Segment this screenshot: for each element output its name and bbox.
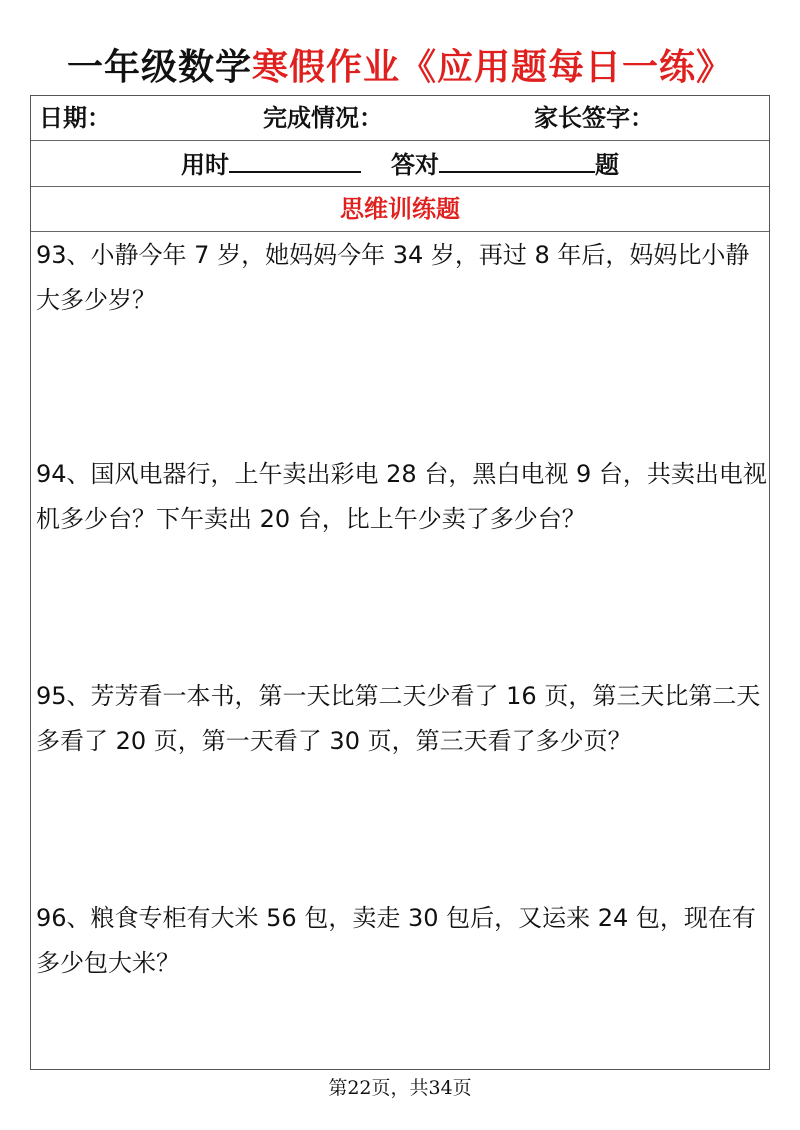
questions-suffix: 题: [595, 151, 619, 179]
time-row: [31, 141, 769, 187]
section-row: [31, 187, 769, 232]
date-label: 日期：: [39, 104, 111, 132]
title-black-part: 一年级数学: [66, 47, 252, 88]
section-title: 思维训练题: [340, 195, 460, 223]
question-95: 95、芳芳看一本书，第一天比第二天少看了 16 页，第三天比第二天多看了 20 页，第一天看了 30 页，第三天看了多少页？: [36, 682, 761, 755]
correct-blank[interactable]: [439, 147, 595, 173]
time-blank[interactable]: [229, 147, 361, 173]
parent-sign-label: 家长签字：: [534, 104, 654, 132]
correct-label: 答对: [391, 151, 439, 179]
worksheet-table: [30, 95, 770, 1070]
completion-label: 完成情况：: [263, 104, 383, 132]
time-label: 用时: [181, 151, 229, 179]
worksheet-title: [0, 42, 800, 94]
title-red-part: 寒假作业《应用题每日一练》: [252, 47, 734, 88]
question-96: 96、粮食专柜有大米 56 包，卖走 30 包后，又运来 24 包，现在有多少包大米？: [36, 904, 756, 977]
question-94: 94、国风电器行，上午卖出彩电 28 台，黑白电视 9 台，共卖出电视机多少台？下午卖出 20 台，比上午少卖了多少台？: [36, 460, 767, 533]
info-row: [31, 96, 769, 141]
time-line: [31, 147, 769, 181]
question-93: 93、小静今年 7 岁，她妈妈今年 34 岁，再过 8 年后，妈妈比小静大多少岁？: [36, 241, 750, 314]
page-number: 第22页，共34页: [328, 1077, 472, 1099]
